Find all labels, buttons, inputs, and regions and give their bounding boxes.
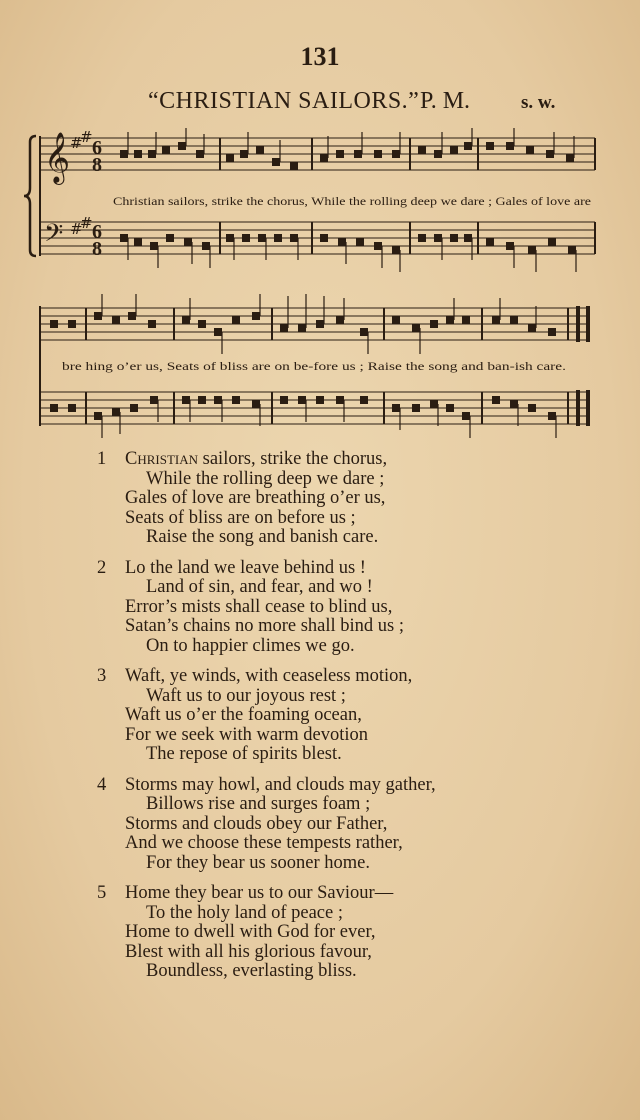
- verse-line: Storms and clouds obey our Father,: [125, 813, 388, 834]
- time-signature-top-bass: 6: [92, 221, 102, 243]
- verse-number: 5: [97, 883, 107, 903]
- verse-line: Raise the song and banish care.: [146, 527, 379, 547]
- treble-clef-icon: 𝄞: [44, 132, 71, 183]
- music-system-1: [0, 128, 640, 273]
- verse-line: Gales of love are breathing o’er us,: [125, 488, 386, 508]
- time-signature-bottom: 8: [92, 154, 102, 176]
- verse-3: [0, 667, 640, 765]
- verse-line: Seats of bliss are on before us ;: [125, 507, 356, 528]
- hymn-title: “CHRISTIAN SAILORS.”: [148, 88, 420, 114]
- verse-first-word: Christian: [125, 449, 199, 469]
- verse-line: For we seek with warm devotion: [125, 724, 369, 745]
- time-signature-bottom-bass: 8: [92, 238, 102, 260]
- verse-number: 2: [97, 557, 107, 578]
- verse-4: [0, 776, 640, 874]
- verse-line: For they bear us sooner home.: [146, 852, 371, 873]
- verse-line: Waft us to our joyous rest ;: [146, 685, 346, 706]
- verse-line: Satan’s chains no more shall bind us ;: [125, 616, 405, 636]
- verse-line: sailors, strike the chorus,: [198, 449, 388, 469]
- verse-line: Billows rise and surges foam ;: [146, 794, 371, 814]
- page-number: 131: [300, 42, 340, 71]
- music-system-2-svg: [0, 292, 640, 440]
- music-system-2: [0, 292, 640, 440]
- verse-line: The repose of spirits blest.: [146, 744, 342, 764]
- verse-line: Waft us o’er the foaming ocean,: [125, 705, 362, 725]
- verse-line: And we choose these tempests rather,: [125, 833, 403, 853]
- key-signature-icon: [70, 128, 93, 238]
- svg-text:#: #: [70, 134, 83, 152]
- svg-text:#: #: [80, 128, 93, 146]
- verse-number: 1: [97, 449, 107, 469]
- verse-line: Waft, ye winds, with ceaseless motion,: [125, 666, 413, 686]
- verse-line: Lo the land we leave behind us !: [125, 557, 366, 578]
- stems-bass-2: [102, 400, 556, 438]
- verse-line: Land of sin, and fear, and wo !: [146, 577, 373, 597]
- notes-bass: [120, 234, 576, 254]
- svg-text:#: #: [80, 214, 93, 232]
- bass-clef-icon: 𝄢: [44, 219, 64, 254]
- music-lyrics-line-1: Christian sailors, strike the chorus, While the rolling deep we dare ; Gales of love are: [113, 196, 591, 208]
- hymn-verses: [0, 450, 640, 993]
- time-signature-top: 6: [92, 137, 102, 159]
- verse-1: [0, 450, 640, 548]
- verse-line: Home they bear us to our Saviour—: [125, 883, 394, 903]
- verse-line: On to happier climes we go.: [146, 635, 355, 656]
- music-system-1-svg: [0, 128, 640, 273]
- verse-line: Storms may howl, and clouds may gather,: [125, 774, 436, 795]
- verse-2: [0, 559, 640, 657]
- svg-text:#: #: [70, 220, 83, 238]
- verse-line: Error’s mists shall cease to blind us,: [125, 596, 393, 617]
- verse-number: 4: [97, 774, 107, 795]
- verse-line: Home to dwell with God for ever,: [125, 922, 376, 942]
- meter-label: P. M.: [420, 88, 471, 114]
- verse-5: [0, 884, 640, 982]
- verse-line: Blest with all his glorious favour,: [125, 941, 372, 962]
- music-lyrics-line-2: bre hing o’er us, Seats of bliss are on be-fore us ; Raise the song and ban-ish care.: [62, 361, 567, 373]
- verse-number: 3: [97, 666, 107, 686]
- author-initials: s. w.: [521, 92, 556, 113]
- verse-line: While the rolling deep we dare ;: [146, 468, 385, 489]
- verse-line: To the holy land of peace ;: [146, 902, 343, 923]
- verse-line: Boundless, everlasting bliss.: [146, 961, 357, 981]
- hymn-header: [0, 88, 640, 122]
